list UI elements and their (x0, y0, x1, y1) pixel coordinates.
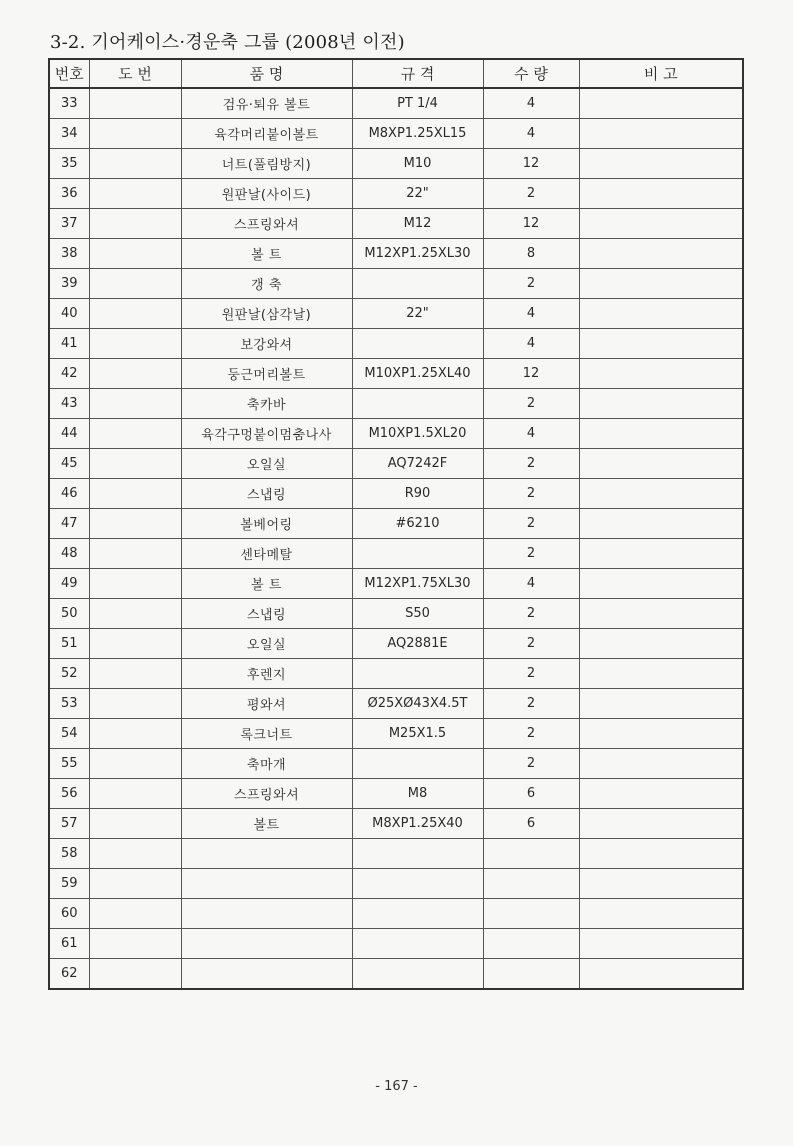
cell-drawing-number (89, 269, 181, 299)
cell-quantity: 2 (483, 539, 579, 569)
page-number: - 167 - (375, 1079, 418, 1094)
cell-part-name: 후렌지 (181, 659, 352, 689)
table-row (49, 779, 743, 809)
cell-quantity: 8 (483, 239, 579, 269)
cell-quantity: 6 (483, 809, 579, 839)
cell-part-name: 축마개 (181, 749, 352, 779)
cell-part-name: 원판날(삼각날) (181, 299, 352, 329)
table-row (49, 389, 743, 419)
cell-number: 48 (49, 539, 89, 569)
cell-specification (352, 839, 483, 869)
cell-quantity (483, 839, 579, 869)
cell-drawing-number (89, 539, 181, 569)
cell-drawing-number (89, 599, 181, 629)
cell-remarks (579, 88, 743, 119)
cell-remarks (579, 449, 743, 479)
cell-part-name: 육각구멍붙이멈춤나사 (181, 419, 352, 449)
cell-part-name: 오일실 (181, 629, 352, 659)
cell-remarks (579, 539, 743, 569)
table-row (49, 269, 743, 299)
cell-specification: M12XP1.25XL30 (352, 239, 483, 269)
cell-drawing-number (89, 419, 181, 449)
cell-number: 45 (49, 449, 89, 479)
cell-drawing-number (89, 929, 181, 959)
cell-specification: 22" (352, 299, 483, 329)
cell-number: 37 (49, 209, 89, 239)
header-number: 번호 (49, 59, 89, 88)
cell-drawing-number (89, 659, 181, 689)
cell-part-name: 볼베어링 (181, 509, 352, 539)
cell-specification: M25X1.5 (352, 719, 483, 749)
cell-remarks (579, 779, 743, 809)
cell-specification: R90 (352, 479, 483, 509)
cell-specification (352, 869, 483, 899)
cell-specification: 22" (352, 179, 483, 209)
cell-specification (352, 539, 483, 569)
cell-specification (352, 899, 483, 929)
header-specification: 규 격 (352, 59, 483, 88)
cell-number: 61 (49, 929, 89, 959)
cell-remarks (579, 299, 743, 329)
cell-specification: AQ2881E (352, 629, 483, 659)
cell-number: 34 (49, 119, 89, 149)
cell-part-name: 오일실 (181, 449, 352, 479)
cell-quantity: 2 (483, 479, 579, 509)
header-quantity: 수 량 (483, 59, 579, 88)
cell-number: 46 (49, 479, 89, 509)
cell-quantity: 4 (483, 419, 579, 449)
table-row (49, 299, 743, 329)
cell-quantity: 4 (483, 299, 579, 329)
cell-specification: M10XP1.25XL40 (352, 359, 483, 389)
cell-number: 43 (49, 389, 89, 419)
cell-drawing-number (89, 689, 181, 719)
cell-drawing-number (89, 869, 181, 899)
table-row (49, 599, 743, 629)
cell-part-name: 스프링와셔 (181, 209, 352, 239)
cell-quantity: 2 (483, 509, 579, 539)
cell-remarks (579, 809, 743, 839)
table-row (49, 239, 743, 269)
cell-quantity (483, 899, 579, 929)
cell-remarks (579, 899, 743, 929)
cell-number: 59 (49, 869, 89, 899)
cell-part-name: 볼트 (181, 809, 352, 839)
cell-part-name: 보강와셔 (181, 329, 352, 359)
cell-specification: M10 (352, 149, 483, 179)
table-row (49, 88, 743, 119)
cell-drawing-number (89, 509, 181, 539)
cell-remarks (579, 239, 743, 269)
cell-quantity: 12 (483, 359, 579, 389)
cell-drawing-number (89, 389, 181, 419)
cell-drawing-number (89, 629, 181, 659)
parts-table (48, 58, 744, 990)
header-part-name: 품 명 (181, 59, 352, 88)
cell-part-name: 갱 축 (181, 269, 352, 299)
cell-specification: M8XP1.25X40 (352, 809, 483, 839)
cell-part-name: 볼 트 (181, 569, 352, 599)
table-row (49, 539, 743, 569)
cell-quantity: 12 (483, 209, 579, 239)
cell-part-name: 둥근머리볼트 (181, 359, 352, 389)
table-row (49, 209, 743, 239)
cell-number: 56 (49, 779, 89, 809)
cell-number: 49 (49, 569, 89, 599)
cell-remarks (579, 659, 743, 689)
cell-remarks (579, 119, 743, 149)
cell-part-name (181, 899, 352, 929)
cell-drawing-number (89, 959, 181, 990)
cell-specification: M12XP1.75XL30 (352, 569, 483, 599)
cell-quantity: 4 (483, 88, 579, 119)
cell-remarks (579, 839, 743, 869)
table-row (49, 869, 743, 899)
cell-part-name: 육각머리붙이볼트 (181, 119, 352, 149)
cell-drawing-number (89, 299, 181, 329)
cell-number: 44 (49, 419, 89, 449)
cell-remarks (579, 389, 743, 419)
table-row (49, 359, 743, 389)
cell-part-name (181, 959, 352, 990)
table-row (49, 899, 743, 929)
table-row (49, 809, 743, 839)
cell-drawing-number (89, 899, 181, 929)
cell-number: 47 (49, 509, 89, 539)
cell-quantity: 2 (483, 749, 579, 779)
cell-drawing-number (89, 749, 181, 779)
cell-drawing-number (89, 119, 181, 149)
cell-quantity: 2 (483, 629, 579, 659)
table-row (49, 479, 743, 509)
table-row (49, 749, 743, 779)
cell-number: 51 (49, 629, 89, 659)
cell-number: 36 (49, 179, 89, 209)
cell-quantity: 4 (483, 329, 579, 359)
cell-drawing-number (89, 329, 181, 359)
cell-remarks (579, 719, 743, 749)
page-title: 3-2. 기어케이스·경운축 그룹 (2008년 이전) (50, 32, 405, 53)
cell-drawing-number (89, 719, 181, 749)
table-row (49, 719, 743, 749)
cell-drawing-number (89, 239, 181, 269)
cell-number: 33 (49, 88, 89, 119)
header-remarks: 비 고 (579, 59, 743, 88)
cell-specification: #6210 (352, 509, 483, 539)
cell-drawing-number (89, 209, 181, 239)
table-row (49, 509, 743, 539)
cell-remarks (579, 569, 743, 599)
table-row (49, 929, 743, 959)
cell-part-name (181, 839, 352, 869)
cell-part-name: 너트(풀림방지) (181, 149, 352, 179)
table-row (49, 959, 743, 990)
table-row (49, 659, 743, 689)
cell-number: 35 (49, 149, 89, 179)
cell-part-name (181, 929, 352, 959)
cell-remarks (579, 929, 743, 959)
cell-quantity (483, 929, 579, 959)
cell-remarks (579, 599, 743, 629)
cell-specification: M10XP1.5XL20 (352, 419, 483, 449)
cell-number: 53 (49, 689, 89, 719)
cell-specification: PT 1/4 (352, 88, 483, 119)
cell-number: 60 (49, 899, 89, 929)
cell-part-name: 스냅링 (181, 599, 352, 629)
cell-quantity: 12 (483, 149, 579, 179)
cell-part-name: 센타메탈 (181, 539, 352, 569)
cell-part-name (181, 869, 352, 899)
cell-number: 52 (49, 659, 89, 689)
cell-drawing-number (89, 179, 181, 209)
cell-quantity: 4 (483, 119, 579, 149)
cell-remarks (579, 959, 743, 990)
table-header-row (49, 59, 743, 88)
cell-drawing-number (89, 359, 181, 389)
cell-remarks (579, 149, 743, 179)
table-row (49, 629, 743, 659)
table-row (49, 149, 743, 179)
cell-part-name: 평와셔 (181, 689, 352, 719)
cell-drawing-number (89, 569, 181, 599)
cell-remarks (579, 689, 743, 719)
cell-number: 62 (49, 959, 89, 990)
cell-specification (352, 659, 483, 689)
cell-remarks (579, 179, 743, 209)
cell-part-name: 스프링와셔 (181, 779, 352, 809)
cell-part-name: 검유·퇴유 볼트 (181, 88, 352, 119)
cell-quantity: 2 (483, 269, 579, 299)
cell-quantity: 2 (483, 599, 579, 629)
cell-number: 54 (49, 719, 89, 749)
cell-remarks (579, 209, 743, 239)
cell-specification (352, 749, 483, 779)
table-row (49, 569, 743, 599)
cell-number: 39 (49, 269, 89, 299)
cell-quantity (483, 869, 579, 899)
header-drawing-number: 도 번 (89, 59, 181, 88)
cell-specification: M12 (352, 209, 483, 239)
cell-remarks (579, 629, 743, 659)
cell-drawing-number (89, 779, 181, 809)
cell-part-name: 축카바 (181, 389, 352, 419)
table-row (49, 689, 743, 719)
cell-quantity: 4 (483, 569, 579, 599)
cell-drawing-number (89, 479, 181, 509)
cell-specification: Ø25XØ43X4.5T (352, 689, 483, 719)
cell-drawing-number (89, 88, 181, 119)
cell-quantity: 2 (483, 659, 579, 689)
table-row (49, 329, 743, 359)
cell-number: 55 (49, 749, 89, 779)
cell-remarks (579, 869, 743, 899)
cell-quantity: 2 (483, 689, 579, 719)
cell-number: 42 (49, 359, 89, 389)
cell-number: 58 (49, 839, 89, 869)
cell-part-name: 록크너트 (181, 719, 352, 749)
cell-quantity: 2 (483, 389, 579, 419)
cell-specification (352, 929, 483, 959)
cell-specification (352, 329, 483, 359)
table-row (49, 839, 743, 869)
cell-number: 38 (49, 239, 89, 269)
cell-number: 40 (49, 299, 89, 329)
cell-remarks (579, 749, 743, 779)
cell-number: 50 (49, 599, 89, 629)
cell-specification: AQ7242F (352, 449, 483, 479)
cell-drawing-number (89, 809, 181, 839)
cell-specification: M8XP1.25XL15 (352, 119, 483, 149)
cell-specification (352, 269, 483, 299)
cell-remarks (579, 359, 743, 389)
cell-part-name: 볼 트 (181, 239, 352, 269)
cell-quantity (483, 959, 579, 990)
cell-specification: S50 (352, 599, 483, 629)
cell-remarks (579, 509, 743, 539)
cell-specification (352, 959, 483, 990)
cell-drawing-number (89, 449, 181, 479)
cell-number: 41 (49, 329, 89, 359)
cell-specification: M8 (352, 779, 483, 809)
table-row (49, 179, 743, 209)
cell-quantity: 2 (483, 449, 579, 479)
cell-quantity: 2 (483, 719, 579, 749)
cell-specification (352, 389, 483, 419)
cell-number: 57 (49, 809, 89, 839)
cell-part-name: 원판날(사이드) (181, 179, 352, 209)
cell-remarks (579, 269, 743, 299)
cell-drawing-number (89, 839, 181, 869)
cell-remarks (579, 329, 743, 359)
cell-drawing-number (89, 149, 181, 179)
cell-quantity: 2 (483, 179, 579, 209)
cell-part-name: 스냅링 (181, 479, 352, 509)
table-row (49, 419, 743, 449)
cell-remarks (579, 479, 743, 509)
cell-remarks (579, 419, 743, 449)
table-row (49, 119, 743, 149)
cell-quantity: 6 (483, 779, 579, 809)
table-row (49, 449, 743, 479)
